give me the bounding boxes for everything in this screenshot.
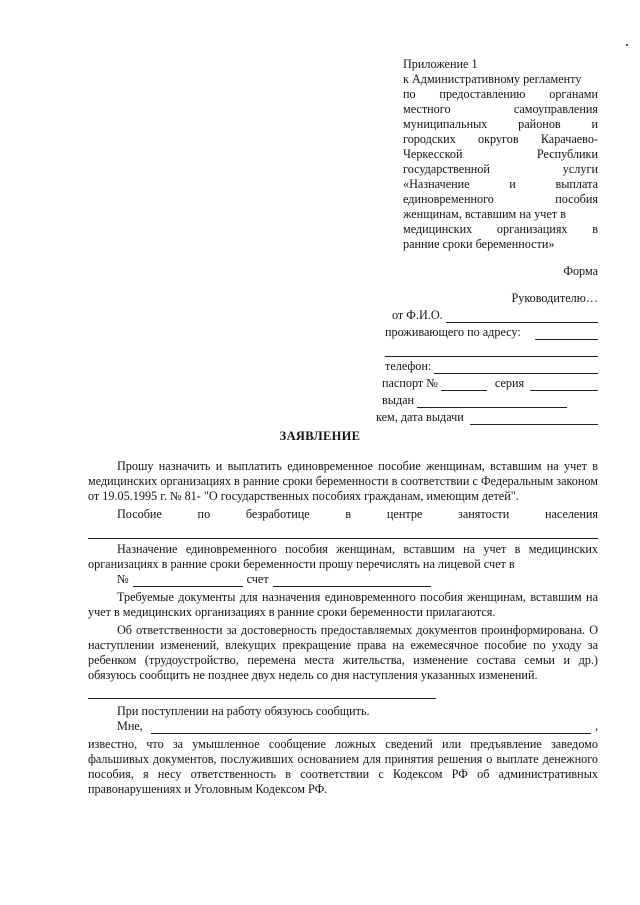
- appendix-word: организациях: [496, 222, 568, 236]
- phone-field[interactable]: [434, 363, 598, 374]
- signature-line[interactable]: [88, 684, 436, 699]
- appendix-word: ранние сроки беременности»: [403, 237, 555, 251]
- appendix-line: [403, 117, 598, 132]
- account-row: [88, 572, 598, 587]
- appendix-word: городских: [403, 132, 456, 146]
- passport-series-field[interactable]: [530, 380, 598, 391]
- appendix-line: [403, 72, 598, 87]
- document-title: ЗАЯВЛЕНИЕ: [279, 429, 361, 443]
- appendix-word: и: [509, 177, 516, 191]
- appendix-line: [403, 222, 598, 237]
- account-number-field[interactable]: [273, 576, 431, 587]
- appendix-word: единовременного: [403, 192, 494, 206]
- appendix-line: [403, 207, 598, 222]
- from-label: от Ф.И.О.: [392, 308, 443, 322]
- appendix-word: муниципальных: [403, 117, 488, 131]
- appendix-word: к Административному регламенту: [403, 72, 582, 86]
- appendix-line: [403, 87, 598, 102]
- appendix-line: [403, 177, 598, 192]
- appendix-word: Карачаево-: [540, 132, 598, 146]
- appendix-word: местного: [403, 102, 451, 116]
- issued-by-label: кем, дата выдачи: [376, 410, 464, 424]
- addressee-head: Руководителю…: [511, 291, 598, 305]
- paragraph-employment: При поступлении на работу обязуюсь сообщить.: [117, 704, 370, 718]
- appendix-word: районов: [518, 117, 561, 131]
- passport-number-field[interactable]: [441, 380, 487, 391]
- phone-label: телефон:: [385, 359, 432, 373]
- appendix-line: [403, 162, 598, 177]
- account-label: счет: [246, 572, 269, 586]
- appendix-word: «Назначение: [403, 177, 470, 191]
- issued-by-field[interactable]: [470, 414, 598, 425]
- address-field-2[interactable]: [385, 346, 598, 357]
- appendix-line: [403, 192, 598, 207]
- fio-field[interactable]: [446, 312, 598, 323]
- appendix-line: [403, 132, 598, 147]
- appendix-word: медицинских: [403, 222, 473, 236]
- appendix-word: в: [592, 222, 598, 236]
- appendix-word: выплата: [555, 177, 598, 191]
- paragraph-liability: известно, что за умышленное сообщение ложных сведений или предъявление заведомо фальшивых документов, послуживших основанием для принятия решения о выплате денежного пособия, я несу ответственность в соответствии с Кодексом РФ об административных правонарушениях и Уголовным Кодексом РФ.: [88, 737, 598, 796]
- appendix-word: пособия: [555, 192, 598, 206]
- appendix-line: [403, 102, 598, 117]
- bank-number-field[interactable]: [133, 576, 243, 587]
- appendix-word: женщинам, вставшим на учет в: [403, 207, 566, 221]
- passport-label: паспорт №: [382, 376, 438, 390]
- paragraph-request: Прошу назначить и выплатить единовременное пособие женщинам, вставшим на учет в медицинских организациях в ранние сроки беременности в соответствии с Федеральным законом от 19.05.1995 г. № 81- "О государственных пособиях гражданам, имеющим детей".: [88, 459, 598, 503]
- appendix-line: [403, 147, 598, 162]
- issued-field[interactable]: [417, 397, 567, 408]
- appendix-word: Черкесской: [403, 147, 463, 161]
- paragraph-responsibility: Об ответственности за достоверность предоставляемых документов проинформирована. О наступлении изменений, влекущих прекращение права на ежемесячное пособие по уходу за ребенком (трудоустройство, перемена места жительства, изменение состава семьи и др.) обязуюсь сообщить не позднее двух недель со дня наступления указанных изменений.: [88, 623, 598, 682]
- appendix-word: Приложение 1: [403, 57, 478, 71]
- address-field[interactable]: [535, 329, 598, 340]
- address-label: проживающего по адресу:: [385, 325, 521, 339]
- appendix-word: государственной: [403, 162, 490, 176]
- unemployment-field[interactable]: [88, 524, 598, 539]
- application-body: [88, 459, 598, 797]
- applicant-name-field[interactable]: [151, 723, 591, 734]
- appendix-word: услуги: [562, 162, 598, 176]
- mne-comma: ,: [594, 719, 598, 733]
- paragraph-documents: Требуемые документы для назначения единовременного пособия женщинам, вставшим на учет в медицинских организациях в ранние сроки беременности прилагаются.: [88, 590, 598, 619]
- addressee-block: [376, 290, 598, 425]
- appendix-block: [403, 57, 598, 252]
- form-label: Форма: [563, 264, 598, 278]
- appendix-word: самоуправления: [513, 102, 598, 116]
- appendix-word: органами: [549, 87, 598, 101]
- series-label: серия: [494, 376, 525, 390]
- appendix-line: [403, 237, 598, 252]
- paragraph-payment: Назначение единовременного пособия женщинам, вставшим на учет в медицинских организациях в ранние сроки беременности прошу перечислять на лицевой счет в: [88, 542, 598, 571]
- mne-row: [88, 719, 598, 734]
- issued-label: выдан: [382, 393, 415, 407]
- mne-label: Мне,: [117, 719, 143, 733]
- appendix-word: Республики: [536, 147, 598, 161]
- appendix-word: по: [403, 87, 416, 101]
- number-label: №: [117, 572, 129, 586]
- paragraph-unemployment: Пособие по безработице в центре занятости населения: [117, 507, 598, 521]
- appendix-word: и: [591, 117, 598, 131]
- scan-speck: [626, 44, 628, 46]
- appendix-word: предоставлению: [439, 87, 526, 101]
- appendix-line: [403, 57, 598, 72]
- appendix-word: округов: [478, 132, 519, 146]
